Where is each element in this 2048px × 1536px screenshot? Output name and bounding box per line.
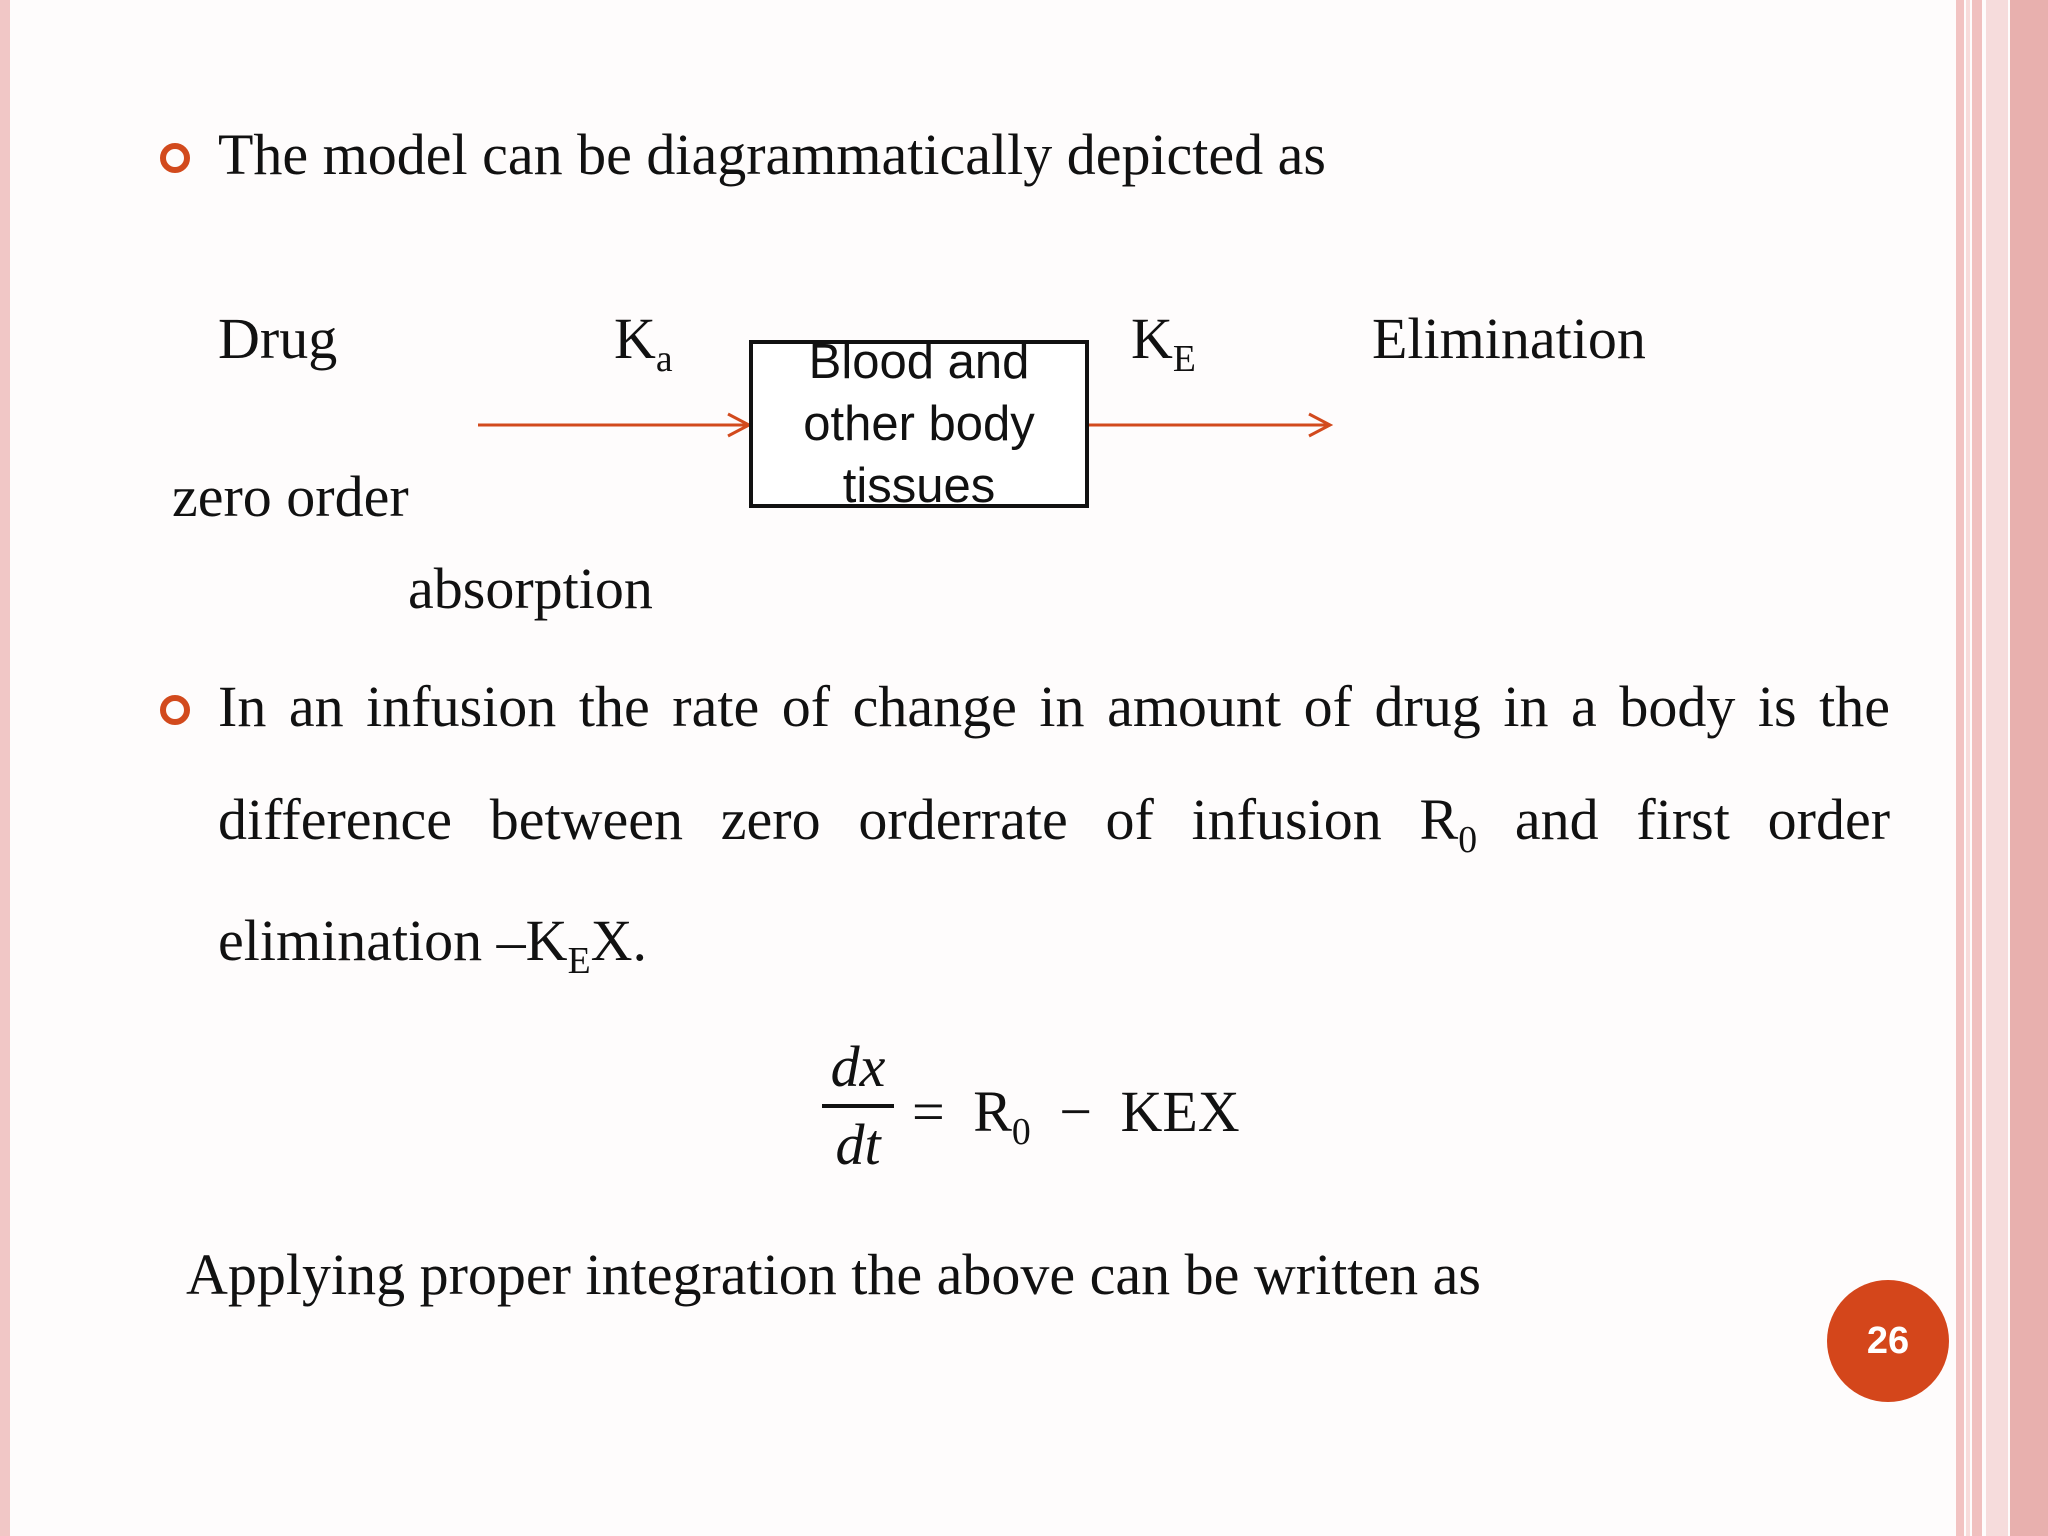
equation-rhs [912,1079,1240,1154]
minus-sign: − [1059,1079,1092,1144]
ka-symbol: K [614,306,656,371]
bullet-icon [160,695,190,725]
ke-symbol: K [1131,306,1173,371]
equation-fraction [822,1032,894,1180]
equation-denominator: dt [835,1112,881,1177]
arrow-out [1089,414,1330,436]
border-stripe [1966,0,1970,1536]
border-stripe [1972,0,1982,1536]
ka-subscript: a [655,338,673,381]
border-stripe [2010,0,2048,1536]
diagram-label-ke [1131,306,1196,381]
diagram-label-ka [614,306,673,381]
bullet2-text-part: and first order elimination –K [218,787,1891,973]
border-stripe [0,0,10,1536]
ke-subscript: E [567,940,591,983]
diagram-label-drug: Drug [218,306,338,371]
border-stripe [1986,0,2008,1536]
r0-subscript: 0 [1458,819,1478,862]
arrow-in [478,414,749,436]
equation-numerator: dx [830,1034,886,1099]
bullet2-text-part: In an infusion the rate of change in amount of drug in a body is the difference between zero orderrate of infusion R [218,674,1890,852]
fraction-bar [822,1104,894,1108]
bullet-text [218,650,1890,1005]
diagram-label-zero-order: zero order [172,464,409,529]
bullet-text: The model can be diagrammatically depicted as [218,122,1326,187]
body-text: Applying proper integration the above can be written as [186,1242,1481,1307]
ke-subscript: E [1172,338,1196,381]
diagram-label-absorption: absorption [408,556,653,621]
compartment-box [749,335,1089,513]
compartment-label: Blood and other body tissues [803,335,1035,513]
equation-kex: KEX [1120,1079,1240,1144]
page-number-badge: 26 [1827,1280,1949,1402]
equation-r-subscript: 0 [1011,1111,1031,1154]
bullet2-text-part: X. [590,908,647,973]
border-stripe [1956,0,1964,1536]
equation-r: R [973,1079,1012,1144]
bullet-icon [160,143,190,173]
equals-sign: = [912,1079,945,1144]
diagram-label-elimination: Elimination [1372,306,1646,371]
